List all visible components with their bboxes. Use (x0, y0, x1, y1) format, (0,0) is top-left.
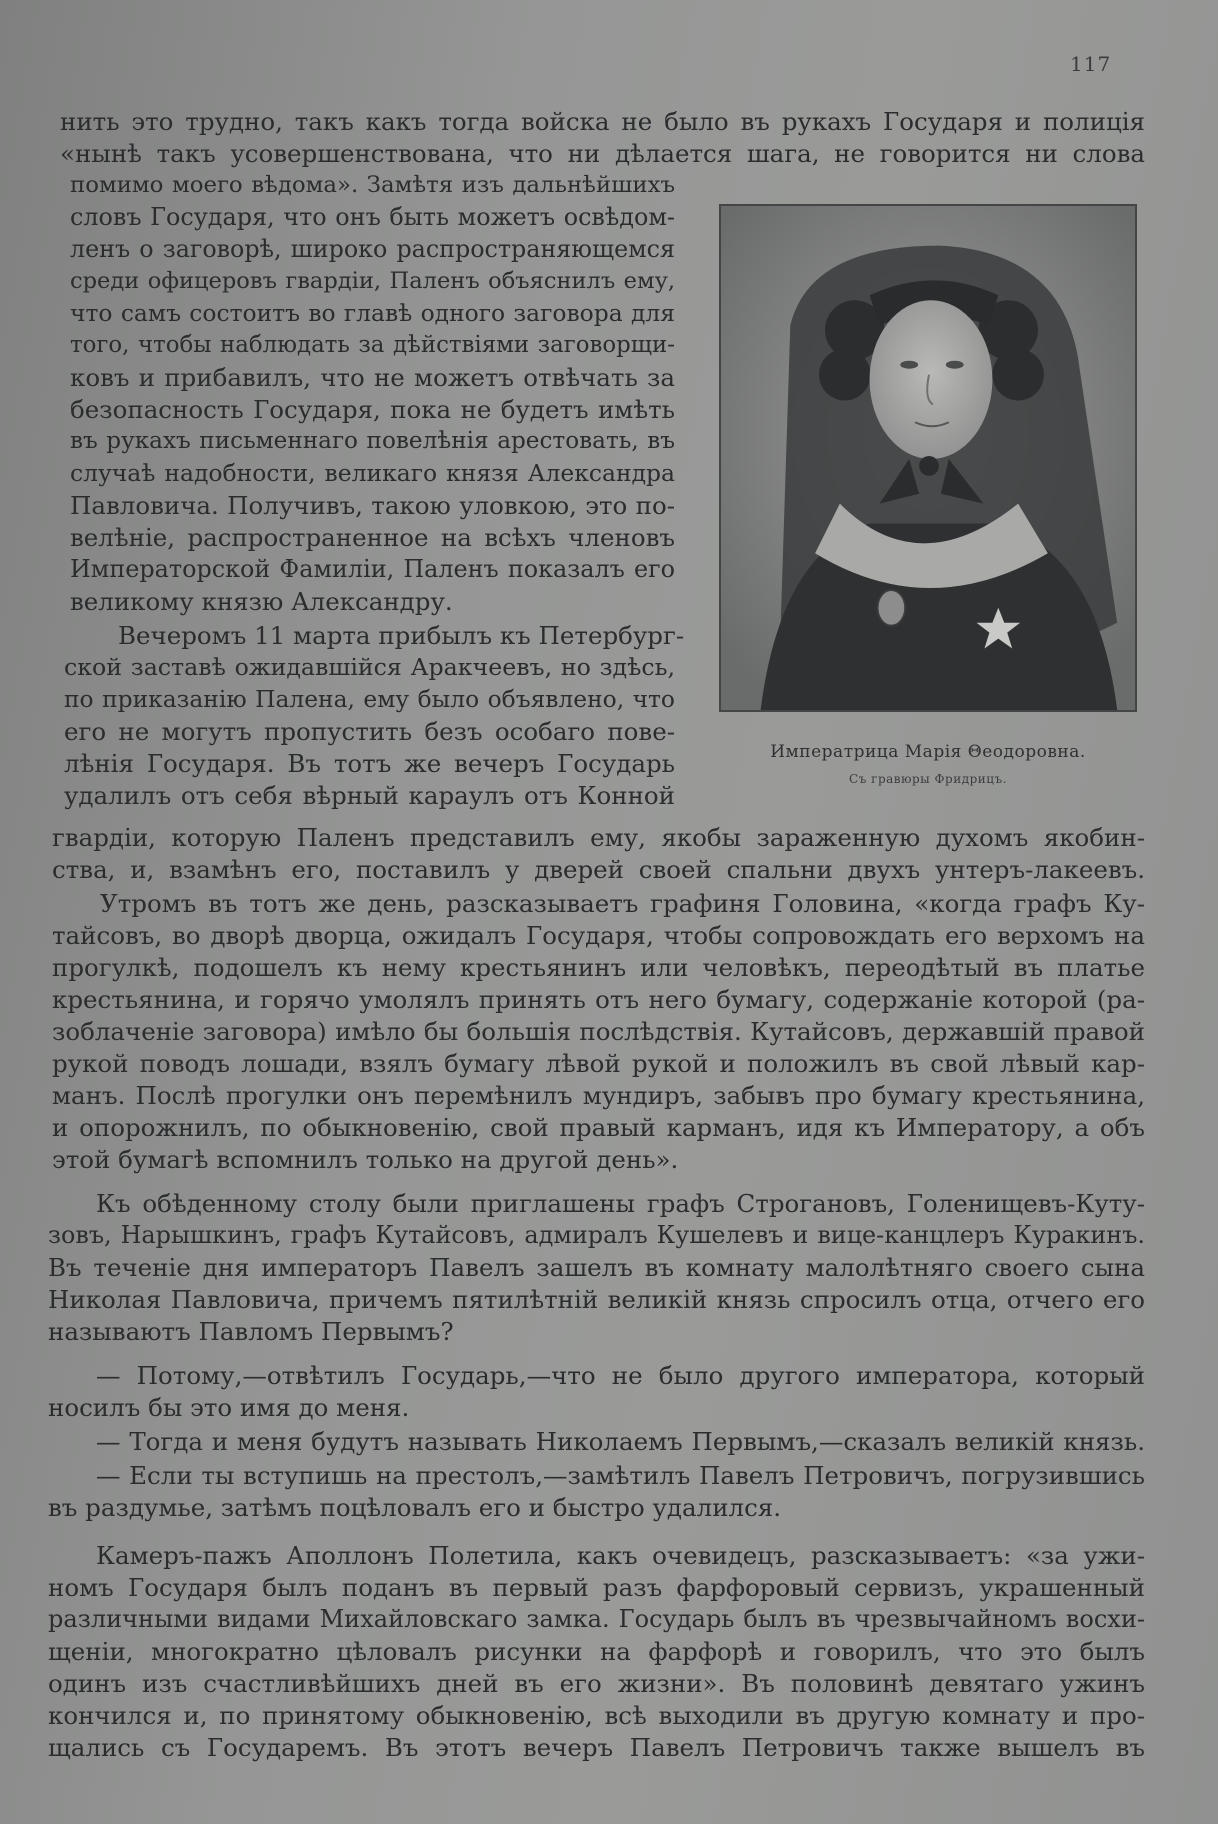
text-line: Николая Павловича, причемъ пятилѣтній великій князь спросилъ отца, отчего его (48, 1285, 1145, 1314)
text-line: что самъ состоитъ во главѣ одного заговора для (70, 299, 675, 327)
portrait-engraving (719, 204, 1137, 712)
text-line: помимо моего вѣдома». Замѣтя изъ дальнѣйшихъ (70, 172, 675, 198)
figure-credit: Съ гравюры Фридрицъ. (849, 772, 1007, 786)
text-line: гвардіи, которую Паленъ представилъ ему, якобы зараженную духомъ якобин- (52, 823, 1145, 852)
text-line: ской заставѣ ожидавшійся Аракчеевъ, но здѣсь, (64, 653, 675, 681)
text-line: манъ. Послѣ прогулки онъ перемѣнилъ мундиръ, забывъ про бумагу крестьянина, (52, 1081, 1145, 1110)
text-line: номъ Государя былъ поданъ въ первый разъ фарфоровый сервизъ, украшенный (48, 1573, 1145, 1602)
text-line: удалилъ отъ себя вѣрный караулъ отъ Конной (64, 781, 675, 810)
text-line: называютъ Павломъ Первымъ? (48, 1317, 454, 1346)
text-line: носилъ бы это имя до меня. (48, 1393, 410, 1422)
text-line: словъ Государя, что онъ быть можетъ освѣдом- (70, 203, 675, 231)
portrait-image (721, 206, 1135, 710)
text-line: того, чтобы наблюдать за дѣйствіями заговорщи- (70, 332, 675, 358)
text-line: «нынѣ такъ усовершенствована, что ни дѣлается шага, не говорится ни слова (60, 139, 1145, 168)
text-line: случаѣ надобности, великаго князя Александра (70, 459, 675, 487)
text-line: Утромъ въ тотъ же день, разсказываетъ графиня Головина, «когда графъ Ку- (100, 889, 1145, 918)
text-line: Камеръ-пажъ Аполлонъ Полетила, какъ очевидецъ, разсказываетъ: «за ужи- (96, 1541, 1145, 1570)
text-line: щались съ Государемъ. Въ этотъ вечеръ Павелъ Петровичъ также вышелъ въ (48, 1733, 1145, 1762)
text-line: Императорской Фамиліи, Паленъ показалъ его (70, 555, 675, 583)
text-line: тайсовъ, во дворѣ дворца, ожидалъ Государя, чтобы сопровождать его верхомъ на (52, 921, 1145, 950)
text-line: прогулкѣ, подошелъ къ нему крестьянинъ или человѣкъ, переодѣтый въ платье (52, 953, 1145, 982)
text-line: въ раздумье, затѣмъ поцѣловалъ его и быстро удалился. (48, 1493, 782, 1522)
text-line: Вечеромъ 11 марта прибылъ къ Петербург- (118, 621, 685, 650)
text-line: его не могутъ пропустить безъ особаго пове- (64, 717, 675, 746)
text-line: различными видами Михайловскаго замка. Государь былъ въ чрезвычайномъ восхи- (48, 1605, 1145, 1633)
text-line: — Тогда и меня будутъ называть Николаемъ Первымъ,—сказалъ великій князь. (96, 1427, 1145, 1456)
text-line: въ рукахъ письменнаго повелѣнія арестовать, въ (70, 428, 675, 454)
text-line: Къ обѣденному столу были приглашены графъ Строгановъ, Голенищевъ-Куту- (96, 1189, 1145, 1218)
text-line: нить это трудно, такъ какъ тогда войска не было въ рукахъ Государя и полиція (60, 107, 1145, 136)
text-line: рукой поводъ лошади, взялъ бумагу лѣвой рукой и положилъ въ свой лѣвый кар- (52, 1049, 1145, 1078)
text-line: — Если ты вступишь на престолъ,—замѣтилъ Павелъ Петровичъ, погрузившись (96, 1461, 1145, 1490)
text-line: великому князю Александру. (70, 587, 453, 616)
text-line: ленъ о заговорѣ, широко распространяющемся (70, 235, 675, 263)
text-line: — Потому,—отвѣтилъ Государь,—что не было другого императора, который (96, 1361, 1145, 1390)
text-line: по приказанію Палена, ему было объявлено, что (64, 685, 675, 713)
text-line: ковъ и прибавилъ, что не можетъ отвѣчать за (70, 363, 675, 392)
text-line: крестьянина, и горячо умолялъ принять отъ него бумагу, содержаніе которой (ра- (52, 985, 1145, 1014)
text-line: лѣнія Государя. Въ тотъ же вечеръ Государь (64, 749, 675, 778)
text-line: велѣніе, распространенное на всѣхъ членовъ (70, 523, 675, 552)
figure-caption: Императрица Марія Θеодоровна. (770, 742, 1086, 762)
text-line: среди офицеровъ гвардіи, Паленъ объяснилъ ему, (70, 268, 675, 294)
text-line: щеніи, многократно цѣловалъ рисунки на фарфорѣ и говорилъ, что это былъ (48, 1637, 1145, 1666)
text-line: кончился и, по принятому обыкновенію, всѣ выходили въ другую комнату и про- (48, 1701, 1145, 1730)
text-line: одинъ изъ счастливѣйшихъ дней въ его жизни». Въ половинѣ девятаго ужинъ (48, 1669, 1145, 1698)
text-line: Павловича. Получивъ, такою уловкою, это по- (70, 491, 675, 520)
text-line: зоблаченіе заговора) имѣло бы большія послѣдствія. Кутайсовъ, державшій правой (52, 1017, 1145, 1046)
text-line: ства, и, взамѣнъ его, поставилъ у дверей своей спальни двухъ унтеръ-лакеевъ. (52, 855, 1145, 884)
text-line: и опорожнилъ, по обыкновенію, свой правый карманъ, идя къ Императору, а объ (52, 1113, 1145, 1142)
text-line: безопасность Государя, пока не будетъ имѣть (70, 395, 675, 424)
text-line: этой бумагѣ вспомнилъ только на другой день». (52, 1145, 679, 1174)
page-number: 117 (1070, 52, 1112, 76)
text-line: Въ теченіе дня императоръ Павелъ зашелъ въ комнату малолѣтняго своего сына (48, 1253, 1145, 1282)
text-line: зовъ, Нарышкинъ, графъ Кутайсовъ, адмиралъ Кушелевъ и вице-канцлеръ Куракинъ. (48, 1221, 1145, 1249)
